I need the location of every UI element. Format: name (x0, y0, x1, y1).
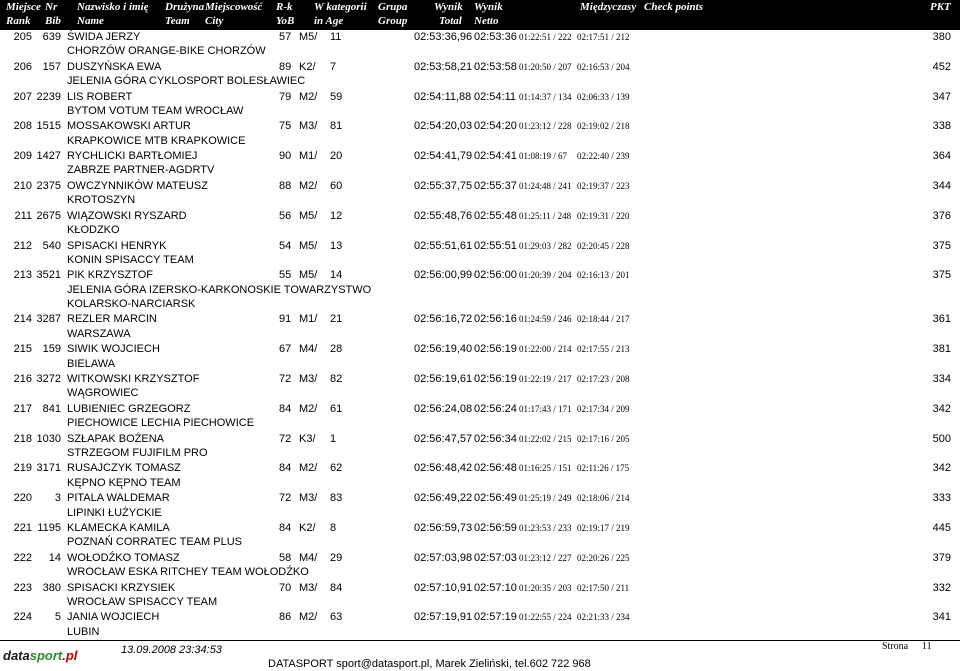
cell-total-time: 02:56:16,72 (414, 313, 473, 326)
cell-netto-time: 02:54:41 (474, 150, 517, 163)
footer-divider (0, 640, 960, 641)
cell-netto-time: 02:56:24 (474, 402, 517, 415)
header-category: W kategorii (314, 1, 367, 13)
cell-name: KLAMECKA KAMILA (67, 522, 170, 535)
cell-points: 375 (932, 239, 951, 252)
cell-split-2: 02:18:06 / 214 (577, 493, 630, 504)
cell-points: 361 (932, 313, 951, 326)
cell-total-time: 02:53:58,21 (414, 60, 473, 73)
page-number: 11 (922, 641, 932, 652)
cell-points: 445 (932, 522, 951, 535)
cell-points: 341 (932, 611, 951, 624)
table-row (0, 60, 960, 90)
cell-yob: 72 (279, 373, 292, 386)
cell-netto-time: 02:56:49 (474, 492, 517, 505)
logo-part-pl: .pl (62, 648, 78, 663)
cell-bib: 639 (42, 31, 61, 43)
cell-bib: 5 (54, 611, 61, 624)
cell-category: M4/ (299, 551, 318, 564)
header-pkt: PKT (930, 1, 951, 13)
cell-split-2: 02:16:53 / 204 (577, 61, 630, 72)
cell-bib: 1030 (36, 432, 61, 445)
cell-split-1: 01:22:00 / 214 (519, 344, 572, 355)
cell-name: RUSAJCZYK TOMASZ (67, 462, 181, 475)
cell-club-city: KROTOSZYN (67, 194, 136, 207)
cell-club-city: KRAPKOWICE MTB KRAPKOWICE (67, 134, 246, 147)
cell-total-time: 02:56:19,40 (414, 343, 473, 356)
header-name-en: Name (77, 15, 104, 27)
cell-age: 84 (330, 581, 343, 594)
cell-netto-time: 02:56:00 (474, 269, 517, 282)
cell-place: 218 (13, 432, 32, 445)
header-result: Wynik (434, 1, 463, 13)
cell-netto-time: 02:57:03 (474, 551, 517, 564)
cell-yob: 58 (279, 551, 292, 564)
cell-club-city: KĘPNO KĘPNO TEAM (67, 476, 181, 489)
cell-split-2: 02:22:40 / 239 (577, 151, 630, 162)
cell-yob: 84 (279, 522, 292, 535)
cell-category: M2/ (299, 90, 318, 103)
cell-category: K2/ (299, 60, 316, 73)
cell-category: M5/ (299, 31, 318, 43)
cell-name: ŚWIDA JERZY (67, 31, 141, 43)
cell-points: 376 (932, 209, 951, 222)
cell-netto-time: 02:53:36 (474, 31, 517, 43)
cell-split-1: 01:24:59 / 246 (519, 314, 572, 325)
cell-total-time: 02:57:03,98 (414, 551, 473, 564)
cell-yob: 75 (279, 120, 292, 133)
logo-part-sport: sport (29, 648, 63, 663)
cell-bib: 3272 (36, 373, 61, 386)
cell-yob: 54 (279, 239, 292, 252)
table-header (0, 0, 960, 30)
cell-club-city: CHORZÓW ORANGE-BIKE CHORZÓW (67, 45, 266, 58)
cell-split-2: 02:20:26 / 225 (577, 552, 630, 563)
table-row (0, 342, 960, 372)
cell-netto-time: 02:53:58 (474, 60, 517, 73)
cell-club-city: JELENIA GÓRA CYKLOSPORT BOLESŁAWIEC (67, 75, 306, 88)
cell-points: 452 (932, 60, 951, 73)
cell-netto-time: 02:55:48 (474, 209, 517, 222)
cell-split-2: 02:18:44 / 217 (577, 314, 630, 325)
cell-place: 211 (14, 209, 32, 222)
cell-points: 375 (932, 269, 951, 282)
cell-netto-time: 02:55:51 (474, 239, 517, 252)
cell-bib: 540 (42, 239, 61, 252)
cell-split-1: 01:23:12 / 228 (519, 121, 572, 132)
header-rk: R-k (276, 1, 293, 13)
cell-split-2: 02:17:23 / 208 (577, 374, 630, 385)
cell-split-1: 01:16:25 / 151 (519, 463, 572, 474)
cell-club-city: JELENIA GÓRA IZERSKO-KARKONOSKIE TOWARZYSTWO (67, 283, 372, 296)
logo-part-data: data (3, 648, 30, 663)
cell-split-1: 01:14:37 / 134 (519, 91, 572, 102)
cell-total-time: 02:55:37,75 (414, 179, 473, 192)
table-row (0, 581, 960, 611)
cell-split-2: 02:19:17 / 219 (577, 523, 630, 534)
cell-age: 62 (330, 462, 343, 475)
header-group: Grupa (378, 1, 408, 13)
cell-points: 344 (932, 179, 951, 192)
cell-club-city: PIECHOWICE LECHIA PIECHOWICE (67, 417, 255, 430)
cell-category: M2/ (299, 611, 318, 624)
cell-total-time: 02:53:36,96 (414, 31, 473, 43)
cell-total-time: 02:55:51,61 (414, 239, 473, 252)
table-row (0, 268, 960, 312)
cell-split-2: 02:17:34 / 209 (577, 403, 630, 414)
cell-place: 217 (13, 402, 32, 415)
cell-total-time: 02:56:19,61 (414, 373, 473, 386)
cell-split-1: 01:22:55 / 224 (519, 612, 572, 623)
cell-category: M3/ (299, 120, 318, 133)
cell-split-1: 01:24:48 / 241 (519, 180, 572, 191)
cell-club-city: BYTOM VOTUM TEAM WROCŁAW (67, 104, 244, 117)
cell-category: K3/ (299, 432, 316, 445)
cell-netto-time: 02:54:11 (474, 90, 517, 103)
cell-points: 381 (932, 343, 951, 356)
header-splits: Międzyczasy (580, 1, 637, 13)
cell-club-city: STRZEGOM FUJIFILM PRO (67, 446, 208, 459)
cell-split-2: 02:21:33 / 234 (577, 612, 630, 623)
cell-club-city: LUBIN (67, 625, 100, 638)
cell-total-time: 02:56:00,99 (414, 269, 473, 282)
cell-split-1: 01:20:39 / 204 (519, 270, 572, 281)
page-label: Strona (882, 641, 909, 652)
cell-yob: 86 (279, 611, 292, 624)
cell-split-2: 02:19:31 / 220 (577, 210, 630, 221)
cell-category: M4/ (299, 343, 318, 356)
cell-split-2: 02:17:50 / 211 (577, 582, 630, 593)
cell-name: WIĄZOWSKI RYSZARD (67, 209, 187, 222)
cell-netto-time: 02:56:19 (474, 373, 517, 386)
cell-bib: 2239 (36, 90, 61, 103)
cell-age: 81 (330, 120, 343, 133)
header-name: Nazwisko i imię (77, 1, 149, 13)
cell-yob: 55 (279, 269, 292, 282)
cell-points: 342 (932, 402, 951, 415)
header-nr: Nr (45, 1, 58, 13)
cell-age: 20 (330, 150, 343, 163)
header-city-en: City (205, 15, 224, 27)
cell-age: 8 (330, 522, 337, 535)
cell-bib: 380 (42, 581, 61, 594)
cell-category: M5/ (299, 209, 318, 222)
cell-name: JANIA WOJCIECH (67, 611, 160, 624)
cell-total-time: 02:56:59,73 (414, 522, 473, 535)
cell-netto-time: 02:56:34 (474, 432, 517, 445)
cell-points: 333 (932, 492, 951, 505)
datasport-logo (3, 648, 78, 666)
cell-age: 1 (330, 432, 337, 445)
cell-split-1: 01:25:19 / 249 (519, 493, 572, 504)
cell-place: 212 (13, 239, 32, 252)
table-row (0, 149, 960, 179)
cell-bib: 1427 (36, 150, 61, 163)
cell-age: 29 (330, 551, 343, 564)
cell-yob: 72 (279, 432, 292, 445)
cell-name: LIS ROBERT (67, 90, 133, 103)
cell-bib: 3287 (36, 313, 61, 326)
cell-place: 222 (13, 551, 32, 564)
table-row (0, 30, 960, 60)
cell-place: 214 (13, 313, 32, 326)
cell-points: 364 (932, 150, 951, 163)
table-row (0, 372, 960, 402)
cell-age: 63 (330, 611, 343, 624)
cell-club-city: ZABRZE PARTNER-AGDRTV (67, 164, 215, 177)
cell-bib: 1515 (36, 120, 61, 133)
header-team-en: Team (165, 15, 190, 27)
cell-category: M3/ (299, 492, 318, 505)
header-result2: Wynik (474, 1, 503, 13)
cell-yob: 84 (279, 402, 292, 415)
header-rk-en: YoB (276, 15, 295, 27)
cell-place: 210 (13, 179, 32, 192)
cell-place: 207 (13, 90, 32, 103)
cell-name: SIWIK WOJCIECH (67, 343, 160, 356)
cell-netto-time: 02:56:59 (474, 522, 517, 535)
header-place-en: Rank (6, 15, 31, 27)
cell-place: 205 (13, 31, 32, 43)
cell-club-city: POZNAŃ CORRATEC TEAM PLUS (67, 536, 243, 549)
header-category-en: in Age (314, 15, 344, 27)
cell-club-city: WARSZAWA (67, 327, 131, 340)
cell-yob: 56 (279, 209, 292, 222)
table-row (0, 179, 960, 209)
cell-age: 11 (330, 31, 342, 43)
cell-age: 28 (330, 343, 343, 356)
cell-age: 61 (330, 402, 343, 415)
table-row (0, 491, 960, 521)
cell-yob: 67 (279, 343, 292, 356)
cell-name: SPISACKI KRZYSIEK (67, 581, 176, 594)
header-team: Drużyna (165, 1, 205, 13)
print-datetime: 13.09.2008 23:34:53 (121, 644, 222, 656)
cell-club-city: WROCŁAW ESKA RITCHEY TEAM WOŁODŹKO (67, 566, 309, 579)
cell-bib: 14 (48, 551, 61, 564)
cell-points: 334 (932, 373, 951, 386)
cell-name: SZŁAPAK BOŻENA (67, 432, 164, 445)
table-row (0, 461, 960, 491)
cell-category: M1/ (299, 313, 318, 326)
cell-name: PITALA WALDEMAR (67, 492, 170, 505)
cell-place: 206 (13, 60, 32, 73)
cell-split-2: 02:17:16 / 205 (577, 433, 630, 444)
cell-bib: 2675 (36, 209, 61, 222)
cell-category: M1/ (299, 150, 318, 163)
cell-club-city: LIPINKI ŁUŻYCKIE (67, 506, 162, 519)
table-row (0, 119, 960, 149)
cell-name: SPISACKI HENRYK (67, 239, 167, 252)
cell-place: 213 (13, 269, 32, 282)
table-row (0, 90, 960, 120)
cell-age: 83 (330, 492, 343, 505)
cell-age: 12 (330, 209, 343, 222)
footer-contact: DATASPORT sport@datasport.pl, Marek Zieliński, tel.602 722 968 (268, 658, 591, 670)
header-place: Miejsce (6, 1, 41, 13)
cell-category: M2/ (299, 179, 318, 192)
cell-name: OWCZYNNIKÓW MATEUSZ (67, 179, 208, 192)
cell-club-city: WĄGROWIEC (67, 387, 139, 400)
cell-name: WITKOWSKI KRZYSZTOF (67, 373, 200, 386)
header-checkpoints: Check points (644, 1, 703, 13)
cell-split-2: 02:19:02 / 218 (577, 121, 630, 132)
cell-total-time: 02:56:49,22 (414, 492, 473, 505)
cell-split-2: 02:06:33 / 139 (577, 91, 630, 102)
cell-total-time: 02:55:48,76 (414, 209, 473, 222)
cell-age: 82 (330, 373, 343, 386)
cell-age: 13 (330, 239, 343, 252)
cell-split-1: 01:23:53 / 233 (519, 523, 572, 534)
cell-place: 215 (13, 343, 32, 356)
cell-category: K2/ (299, 522, 316, 535)
cell-split-1: 01:20:50 / 207 (519, 61, 572, 72)
cell-club-city: WROCŁAW SPISACCY TEAM (67, 595, 218, 608)
cell-category: M3/ (299, 373, 318, 386)
header-result2-en: Netto (474, 15, 499, 27)
cell-category: M2/ (299, 402, 318, 415)
table-row (0, 239, 960, 269)
cell-total-time: 02:54:41,79 (414, 150, 473, 163)
cell-split-1: 01:20:35 / 203 (519, 582, 572, 593)
cell-points: 342 (932, 462, 951, 475)
table-row (0, 521, 960, 551)
cell-yob: 79 (279, 90, 292, 103)
cell-name: DUSZYŃSKA EWA (67, 60, 162, 73)
cell-name: RYCHLICKI BARTŁOMIEJ (67, 150, 198, 163)
cell-total-time: 02:56:47,57 (414, 432, 473, 445)
table-row (0, 312, 960, 342)
cell-split-1: 01:22:02 / 215 (519, 433, 572, 444)
cell-age: 14 (330, 269, 343, 282)
cell-bib: 1195 (37, 522, 61, 535)
cell-age: 21 (330, 313, 343, 326)
cell-bib: 2375 (36, 179, 61, 192)
cell-netto-time: 02:55:37 (474, 179, 517, 192)
cell-category: M3/ (299, 581, 318, 594)
cell-club-city: BIELAWA (67, 357, 116, 370)
cell-bib: 3171 (36, 462, 61, 475)
cell-yob: 70 (279, 581, 292, 594)
cell-yob: 89 (279, 60, 292, 73)
cell-name: WOŁODŹKO TOMASZ (67, 551, 180, 564)
cell-points: 332 (932, 581, 951, 594)
cell-place: 223 (13, 581, 32, 594)
cell-split-1: 01:22:51 / 222 (519, 32, 572, 42)
cell-netto-time: 02:54:20 (474, 120, 517, 133)
cell-bib: 841 (42, 402, 61, 415)
cell-total-time: 02:57:10,91 (414, 581, 473, 594)
cell-split-1: 01:29:03 / 282 (519, 240, 572, 251)
cell-yob: 84 (279, 462, 292, 475)
cell-netto-time: 02:56:16 (474, 313, 517, 326)
cell-points: 338 (932, 120, 951, 133)
cell-netto-time: 02:56:19 (474, 343, 517, 356)
cell-yob: 72 (279, 492, 292, 505)
cell-place: 221 (13, 522, 32, 535)
cell-category: M2/ (299, 462, 318, 475)
table-row (0, 551, 960, 581)
cell-split-2: 02:17:51 / 212 (577, 32, 630, 42)
cell-category: M5/ (299, 269, 318, 282)
cell-total-time: 02:54:20,03 (414, 120, 473, 133)
cell-yob: 91 (279, 313, 292, 326)
cell-bib: 157 (42, 60, 61, 73)
cell-points: 379 (932, 551, 951, 564)
cell-bib: 3521 (36, 269, 61, 282)
cell-name: LUBIENIEC GRZEGORZ (67, 402, 191, 415)
cell-age: 60 (330, 179, 343, 192)
cell-place: 220 (13, 492, 32, 505)
cell-club-city: KONIN SPISACCY TEAM (67, 253, 194, 266)
cell-yob: 57 (279, 31, 292, 43)
header-nr-en: Bib (45, 15, 61, 27)
cell-bib: 159 (42, 343, 61, 356)
cell-points: 500 (932, 432, 951, 445)
cell-split-1: 01:08:19 / 67 (519, 151, 568, 162)
cell-place: 219 (13, 462, 32, 475)
table-row (0, 610, 960, 640)
cell-split-2: 02:20:45 / 228 (577, 240, 630, 251)
cell-split-1: 01:25:11 / 248 (519, 210, 572, 221)
cell-name: MOSSAKOWSKI ARTUR (67, 120, 191, 133)
table-row (0, 209, 960, 239)
cell-points: 347 (932, 90, 951, 103)
cell-split-1: 01:22:19 / 217 (519, 374, 572, 385)
results-table (0, 30, 960, 640)
cell-name: PIK KRZYSZTOF (67, 269, 153, 282)
cell-split-2: 02:19:37 / 223 (577, 180, 630, 191)
cell-total-time: 02:54:11,88 (414, 90, 472, 103)
cell-yob: 88 (279, 179, 292, 192)
cell-split-2: 02:17:55 / 213 (577, 344, 630, 355)
cell-split-1: 01:23:12 / 227 (519, 552, 572, 563)
cell-split-2: 02:16:13 / 201 (577, 270, 630, 281)
cell-category: M5/ (299, 239, 318, 252)
cell-club-city: KŁODZKO (67, 224, 120, 237)
cell-total-time: 02:56:24,08 (414, 402, 473, 415)
header-city: Miejscowość (205, 1, 263, 13)
cell-split-2: 02:11:26 / 175 (577, 463, 630, 474)
cell-age: 59 (330, 90, 343, 103)
cell-place: 216 (13, 373, 32, 386)
cell-bib: 3 (54, 492, 61, 505)
cell-name: REZLER MARCIN (67, 313, 157, 326)
table-row (0, 432, 960, 462)
cell-netto-time: 02:56:48 (474, 462, 517, 475)
cell-split-1: 01:17:43 / 171 (519, 403, 572, 414)
cell-yob: 90 (279, 150, 292, 163)
cell-place: 208 (13, 120, 32, 133)
cell-netto-time: 02:57:10 (474, 581, 517, 594)
cell-club-city: KOLARSKO-NARCIARSK (67, 297, 196, 310)
cell-place: 209 (13, 150, 32, 163)
cell-netto-time: 02:57:19 (474, 611, 517, 624)
cell-total-time: 02:57:19,91 (414, 611, 473, 624)
cell-points: 380 (932, 31, 951, 43)
table-row (0, 402, 960, 432)
cell-total-time: 02:56:48,42 (414, 462, 473, 475)
cell-place: 224 (13, 611, 32, 624)
header-group-en: Group (378, 15, 408, 27)
header-result-en: Total (439, 15, 462, 27)
cell-age: 7 (330, 60, 337, 73)
